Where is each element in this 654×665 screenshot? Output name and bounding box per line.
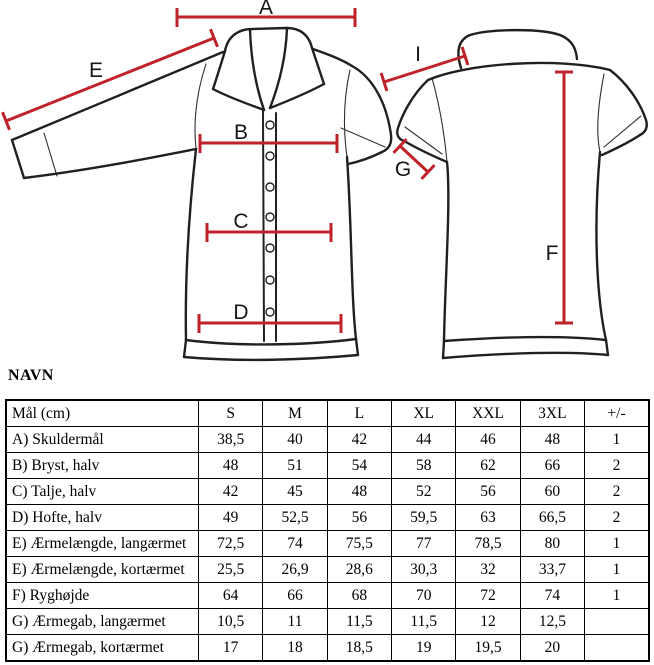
row-label: F) Ryghøjde xyxy=(6,583,199,609)
table-cell xyxy=(585,635,649,662)
table-cell: 52 xyxy=(392,479,456,505)
table-cell: 2 xyxy=(585,479,649,505)
row-label: A) Skuldermål xyxy=(6,427,199,453)
table-cell: 72 xyxy=(456,583,520,609)
table-cell: 38,5 xyxy=(199,427,263,453)
header-cell-measure: Mål (cm) xyxy=(6,400,199,427)
table-cell: 45 xyxy=(263,479,327,505)
label-i: I xyxy=(415,43,421,66)
table-row xyxy=(6,479,649,505)
label-d: D xyxy=(233,301,249,324)
row-label: B) Bryst, halv xyxy=(6,453,199,479)
table-cell: 63 xyxy=(456,505,520,531)
button xyxy=(266,152,274,160)
table-cell: 62 xyxy=(456,453,520,479)
label-g: G xyxy=(394,158,412,181)
label-f: F xyxy=(545,242,559,265)
table-cell: 72,5 xyxy=(199,531,263,557)
label-a: A xyxy=(258,0,274,19)
table-cell: 44 xyxy=(392,427,456,453)
table-cell: 28,6 xyxy=(327,557,391,583)
button xyxy=(266,308,274,316)
table-cell: 11,5 xyxy=(392,609,456,635)
table-cell: 64 xyxy=(199,583,263,609)
table-row xyxy=(6,531,649,557)
table-cell: 74 xyxy=(520,583,584,609)
table-cell: 66,5 xyxy=(520,505,584,531)
table-cell: 17 xyxy=(199,635,263,662)
table-cell: 56 xyxy=(327,505,391,531)
front-view-shirt xyxy=(12,28,391,360)
table-cell: 26,9 xyxy=(263,557,327,583)
table-cell: 60 xyxy=(520,479,584,505)
header-cell-size-s: S xyxy=(199,400,263,427)
table-cell: 49 xyxy=(199,505,263,531)
table-cell: 10,5 xyxy=(199,609,263,635)
table-cell: 2 xyxy=(585,505,649,531)
row-label: D) Hofte, halv xyxy=(6,505,199,531)
table-row xyxy=(6,609,649,635)
header-cell-size-xl: XL xyxy=(392,400,456,427)
table-cell: 80 xyxy=(520,531,584,557)
placket-left-line xyxy=(263,110,264,341)
table-cell: 33,7 xyxy=(520,557,584,583)
table-cell: 1 xyxy=(585,583,649,609)
header-cell-size-m: M xyxy=(263,400,327,427)
table-row xyxy=(6,505,649,531)
table-cell: 66 xyxy=(520,453,584,479)
table-cell: 1 xyxy=(585,427,649,453)
back-hem-left-edge xyxy=(443,341,444,358)
table-cell: 12,5 xyxy=(520,609,584,635)
table-cell: 2 xyxy=(585,453,649,479)
table-cell: 18 xyxy=(263,635,327,662)
table-cell: 48 xyxy=(520,427,584,453)
table-cell: 59,5 xyxy=(392,505,456,531)
row-label: C) Talje, halv xyxy=(6,479,199,505)
table-cell xyxy=(585,609,649,635)
button xyxy=(266,213,274,221)
button xyxy=(266,244,274,252)
table-cell: 32 xyxy=(456,557,520,583)
table-cell: 1 xyxy=(585,557,649,583)
table-cell: 75,5 xyxy=(327,531,391,557)
table-cell: 42 xyxy=(199,479,263,505)
label-e: E xyxy=(88,59,104,82)
table-row xyxy=(6,583,649,609)
header-cell-size-xxl: XXL xyxy=(456,400,520,427)
button xyxy=(266,121,274,129)
table-header-row xyxy=(6,400,649,427)
back-shirt-silhouette xyxy=(394,30,647,358)
header-cell-size-l: L xyxy=(327,400,391,427)
table-cell: 51 xyxy=(263,453,327,479)
back-view-shirt xyxy=(394,30,647,358)
table-cell: 74 xyxy=(263,531,327,557)
table-cell: 11,5 xyxy=(327,609,391,635)
table-cell: 42 xyxy=(327,427,391,453)
row-label: E) Ærmelængde, kortærmet xyxy=(6,557,199,583)
table-cell: 48 xyxy=(199,453,263,479)
button xyxy=(266,183,274,191)
row-label: G) Ærmegab, kortærmet xyxy=(6,635,199,662)
table-row xyxy=(6,557,649,583)
table-row xyxy=(6,635,649,662)
table-cell: 19 xyxy=(392,635,456,662)
table-cell: 56 xyxy=(456,479,520,505)
table-cell: 46 xyxy=(456,427,520,453)
row-label: E) Ærmelængde, langærmet xyxy=(6,531,199,557)
table-cell: 30,3 xyxy=(392,557,456,583)
label-b: B xyxy=(233,121,249,144)
header-cell-tolerance: +/- xyxy=(585,400,649,427)
table-cell: 20 xyxy=(520,635,584,662)
table-cell: 70 xyxy=(392,583,456,609)
button xyxy=(266,276,274,284)
table-cell: 25,5 xyxy=(199,557,263,583)
table-cell: 12 xyxy=(456,609,520,635)
header-cell-size-3xl: 3XL xyxy=(520,400,584,427)
table-cell: 11 xyxy=(263,609,327,635)
table-cell: 18,5 xyxy=(327,635,391,662)
table-row xyxy=(6,453,649,479)
row-label: G) Ærmegab, langærmet xyxy=(6,609,199,635)
section-title: NAVN xyxy=(8,367,54,384)
table-cell: 40 xyxy=(263,427,327,453)
table-cell: 78,5 xyxy=(456,531,520,557)
table-cell: 52,5 xyxy=(263,505,327,531)
table-row xyxy=(6,427,649,453)
table-cell: 77 xyxy=(392,531,456,557)
table-cell: 19,5 xyxy=(456,635,520,662)
size-table xyxy=(5,399,650,662)
label-c: C xyxy=(233,210,249,233)
table-cell: 48 xyxy=(327,479,391,505)
table-cell: 66 xyxy=(263,583,327,609)
table-cell: 1 xyxy=(585,531,649,557)
table-cell: 54 xyxy=(327,453,391,479)
table-cell: 58 xyxy=(392,453,456,479)
table-cell: 68 xyxy=(327,583,391,609)
